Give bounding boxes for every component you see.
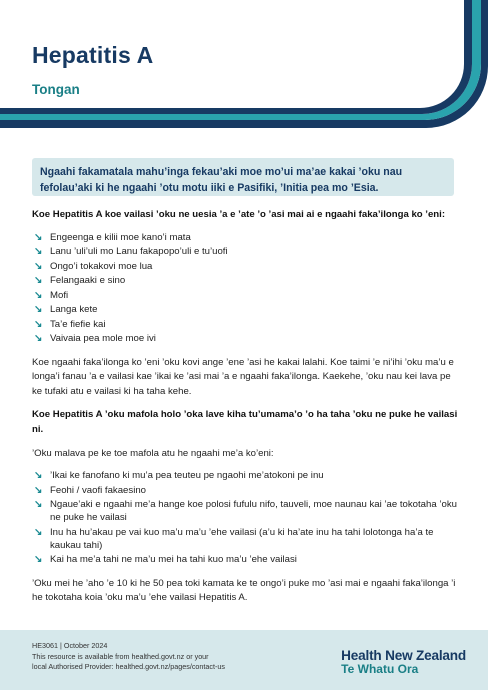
list-item: ↘ Felangaaki e sino [34, 275, 126, 287]
arrow-down-right-icon: ↘ [34, 499, 43, 511]
arrow-down-right-icon: ↘ [34, 526, 43, 538]
resource-code: HE3061 [32, 641, 58, 650]
arrow-down-right-icon: ↘ [34, 554, 43, 566]
list-item: ↘ Ngaue’aki e ngaahi me’a hange koe polosi fufulu nifo, tauveli, moe naunau kai ’ae tokotaha ’oku ne puke he vailasi [34, 499, 457, 524]
list-item: ↘ Ongo’i tokakovi moe lua [34, 260, 153, 272]
arrow-down-right-icon: ↘ [34, 289, 43, 301]
symptoms-paragraph: Koe ngaahi faka’ilonga ko ’eni ’oku kovi ange ’ene ’asi he kakai lalahi. Koe taimi ’e ni’ihi ’oku ma’u e longa’i fanau ’a e vailasi kae ’ikai ke ’asi mai ’a e ngaahi faka’ilonga. Kaekehe, ’oku nau kei lava pe ke tufaki atu e vailasi ki ha taha kehe. [32, 356, 454, 397]
arrow-down-right-icon: ↘ [34, 484, 43, 496]
list-item: ↘ Mofi [34, 289, 69, 301]
incubation-paragraph: ’Oku mei he ’aho ’e 10 ki he 50 pea toki kamata ke te ongo’i puke mo ’asi mai e ngaahi faka’ilonga ’i he tokotaha koia ’oku ma’u ’ehe vailasi Hepatitis A. [32, 577, 456, 604]
list-item: ↘ Vaivaia pea mole moe ivi [34, 333, 156, 345]
list-item: ↘ Kai ha me’a tahi ne ma’u mei ha tahi kuo ma’u ’ehe vailasi [34, 554, 297, 566]
list-item: ↘ Lanu ’uli’uli mo Lanu fakapopo’uli e tu’uofi [34, 246, 228, 258]
page-title: Hepatitis A [32, 42, 154, 68]
footer-info: HE3061 | October 2024 This resource is available from healthed.govt.nz or your local Authorised Provider: healthed.govt.nz/pages/contact-us [32, 641, 225, 672]
arrow-down-right-icon: ↘ [34, 246, 43, 258]
arrow-down-right-icon: ↘ [34, 333, 43, 345]
brand-line-1: Health New Zealand [341, 648, 466, 663]
symptoms-heading: Koe Hepatitis A koe vailasi ’oku ne uesia ’a e ’ate ’o ’asi mai ai e ngaahi faka’ilonga ko ’eni: [32, 209, 446, 220]
spread-lead: ’Oku malava pe ke toe mafola atu he ngaahi me’a ko’eni: [32, 447, 274, 459]
spread-list [32, 469, 458, 566]
publish-date: October 2024 [63, 641, 108, 650]
arrow-down-right-icon: ↘ [34, 275, 43, 287]
symptoms-list [32, 231, 458, 346]
arrow-down-right-icon: ↘ [34, 470, 43, 482]
brand-line-2: Te Whatu Ora [341, 662, 419, 676]
list-item: ↘ Langa kete [34, 304, 98, 316]
intro-callout [32, 158, 454, 196]
arrow-down-right-icon: ↘ [34, 318, 43, 330]
list-item: ↘ ’Ikai ke fanofano ki mu’a pea teuteu pe ngaohi me’atokoni pe inu [34, 470, 324, 482]
list-item: ↘ Inu ha hu’akau pe vai kuo ma’u ma’u ’ehe vailasi (a’u ki ha’ate inu ha tahi lolotonga ha’a te kaukau tahi) [34, 526, 434, 551]
list-item: ↘ Engeenga e kilii moe kano’i mata [34, 231, 191, 243]
intro-text: Ngaahi fakamatala mahu’inga fekau’aki moe mo’ui ma’ae kakai ’oku nau fefolau’aki ki he ngaahi ’otu motu iiki e Pasifiki, ’Initia pea mo ’Esia. [40, 166, 403, 194]
language-label: Tongan [32, 82, 80, 97]
arrow-down-right-icon: ↘ [34, 260, 43, 272]
footer-availability: This resource is available from healthed.govt.nz or your [32, 651, 209, 661]
list-item: ↘ Ta’e fiefie kai [34, 318, 106, 330]
footer-provider-link[interactable]: local Authorised Provider: healthed.govt.nz/pages/contact-us [32, 662, 225, 672]
list-item: ↘ Feohi / vaofi fakaesino [34, 484, 146, 496]
main-content [32, 208, 458, 606]
spread-heading: Koe Hepatitis A ’oku mafola holo ’oka lave kiha tu’umama’o ’o ha taha ’oku ne puke he vailasi ni. [32, 409, 458, 435]
health-nz-logo [341, 648, 466, 676]
arrow-down-right-icon: ↘ [34, 304, 43, 316]
arrow-down-right-icon: ↘ [34, 231, 43, 243]
